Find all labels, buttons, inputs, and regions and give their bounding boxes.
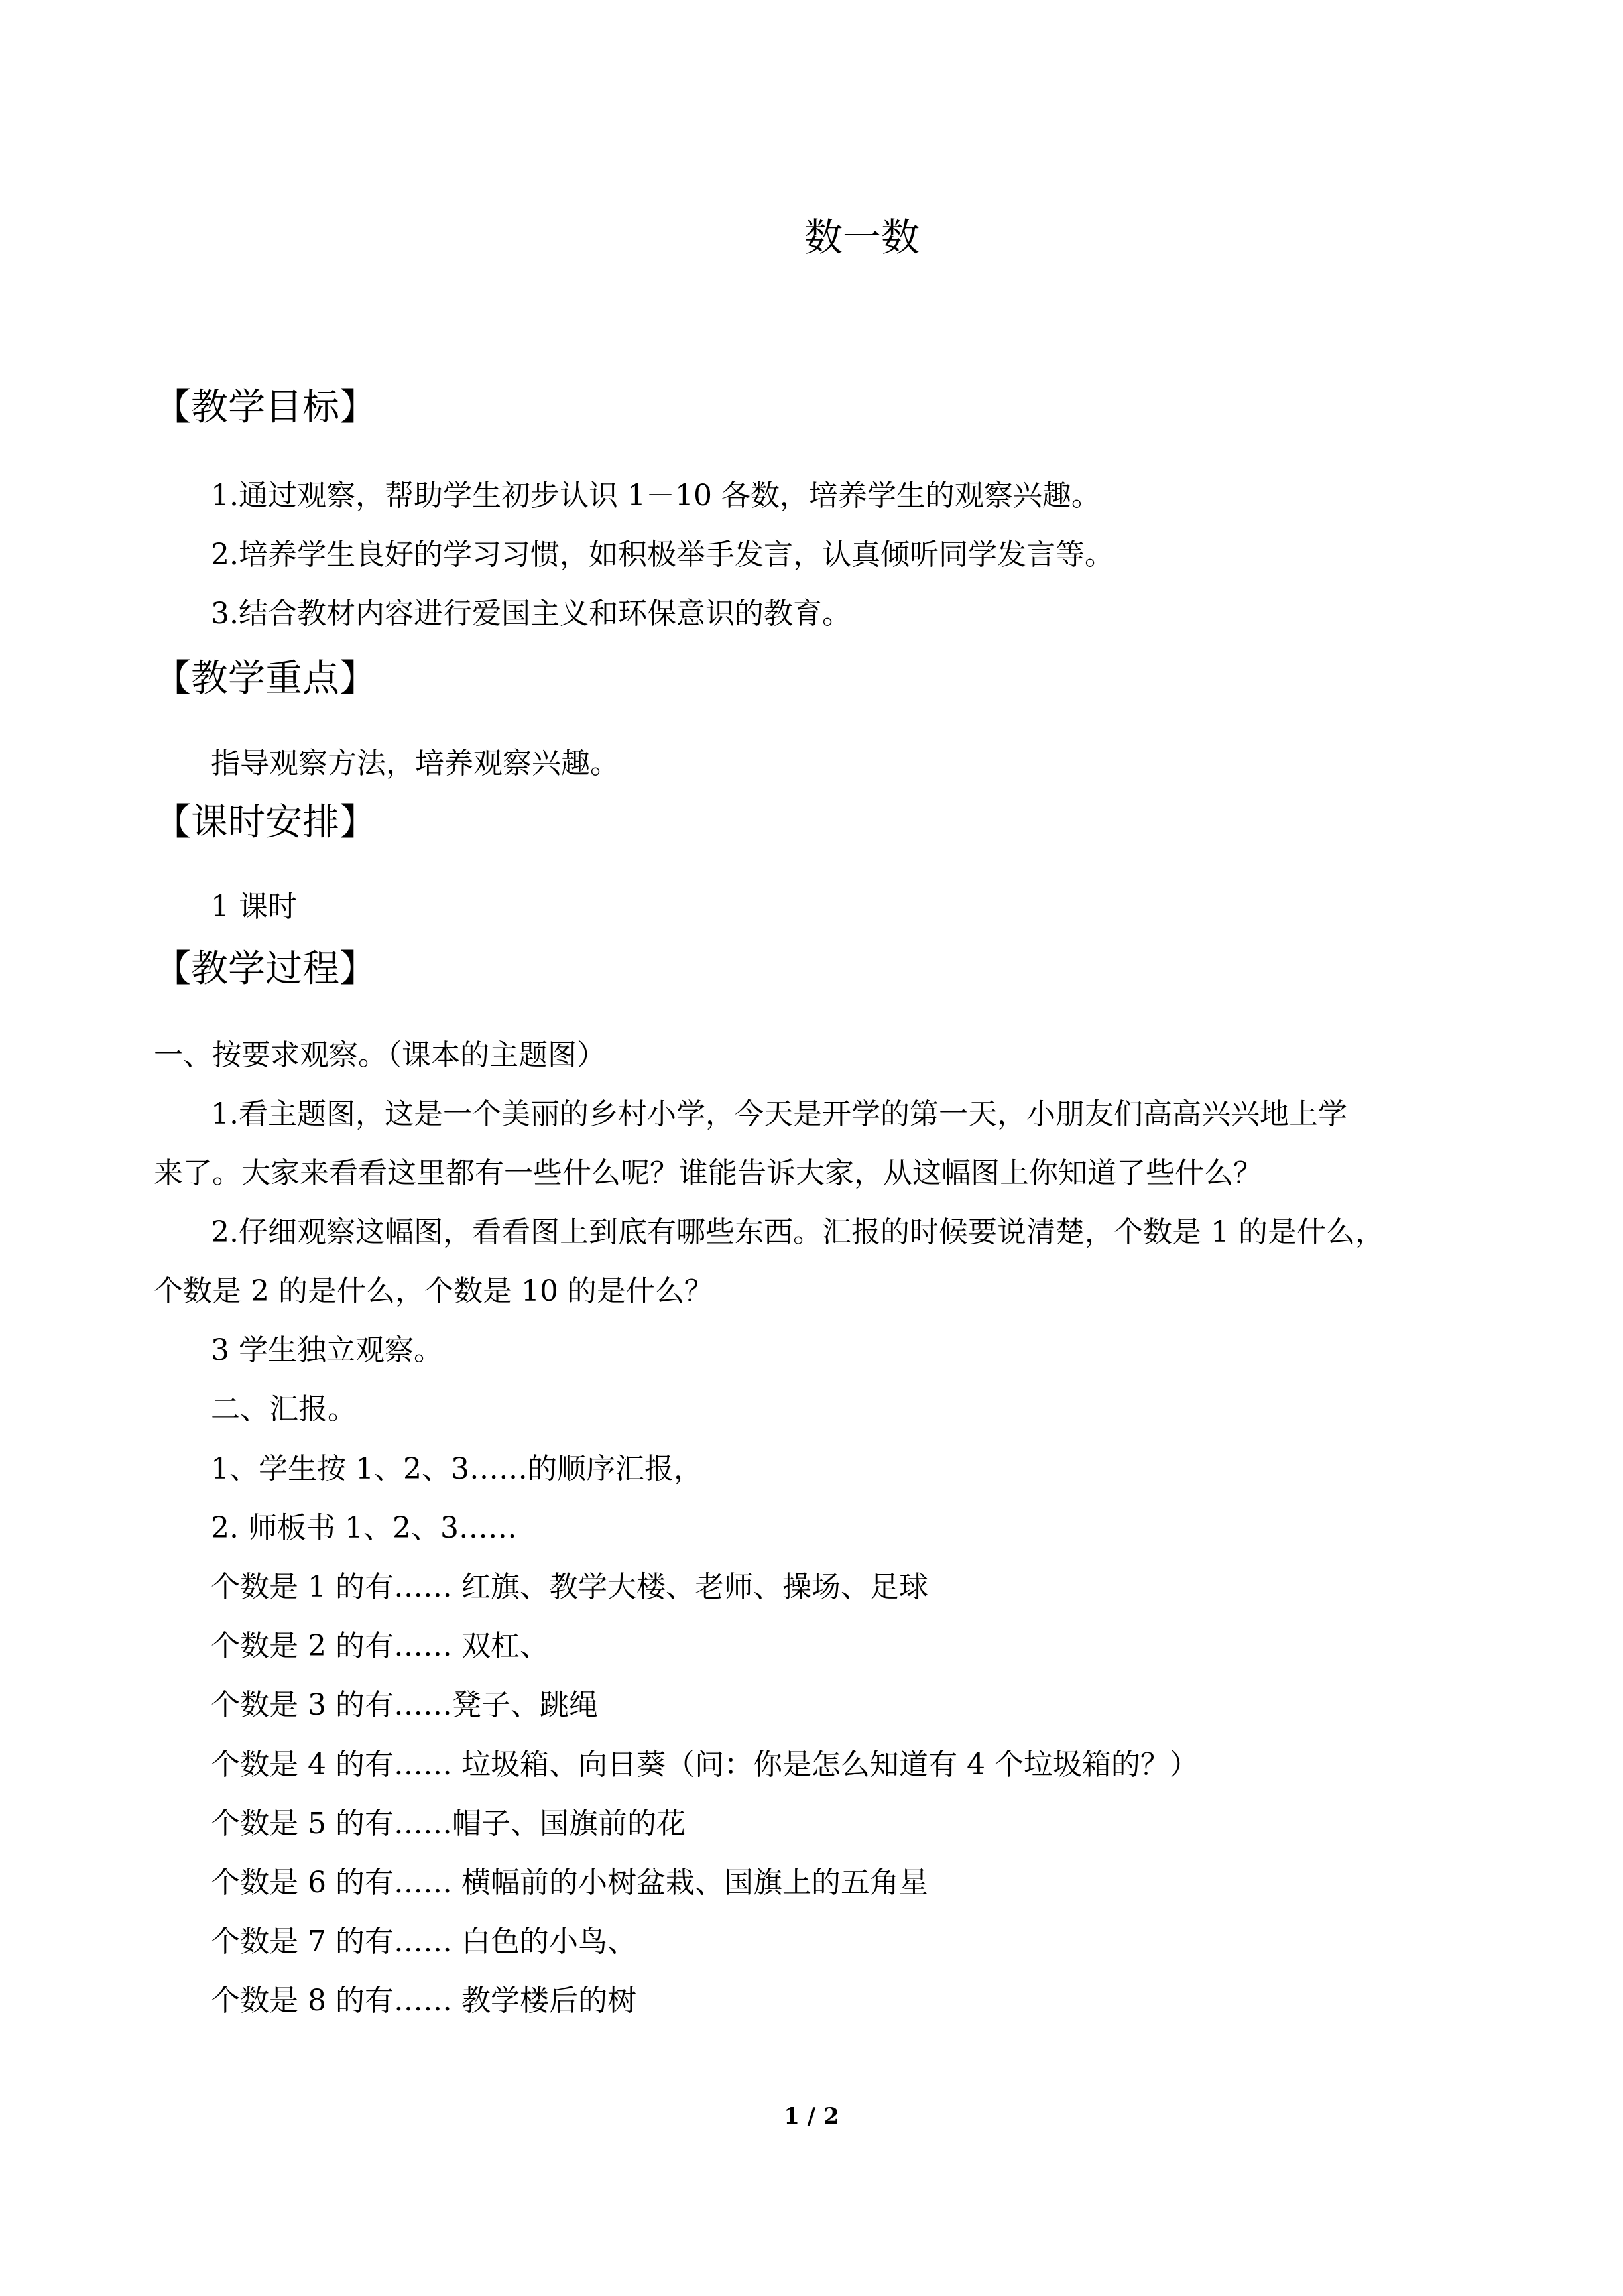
count-line: 个数是 5 的有……帽子、国旗前的花	[211, 1807, 686, 1841]
key-points-text: 指导观察方法，培养观察兴趣。	[211, 747, 619, 780]
process-report1: 1、学生按 1、2、3……的顺序汇报，	[211, 1452, 703, 1486]
section-heading-process: 【教学过程】	[154, 947, 377, 991]
section-heading-objectives: 【教学目标】	[154, 386, 377, 429]
process-step2-line2: 个数是 2 的是什么，个数是 10 的是什么？	[154, 1274, 713, 1308]
count-line: 个数是 2 的有…… 双杠、	[211, 1629, 549, 1663]
section-heading-key-points: 【教学重点】	[154, 657, 377, 700]
count-line: 个数是 7 的有…… 白色的小鸟、	[211, 1925, 636, 1959]
count-line: 个数是 3 的有……凳子、跳绳	[211, 1688, 598, 1722]
process-report2: 2. 师板书 1、2、3……	[211, 1511, 517, 1545]
page-title: 数一数	[804, 215, 920, 260]
process-step2-line1: 2.仔细观察这幅图，看看图上到底有哪些东西。汇报的时候要说清楚，个数是 1 的是什么，	[211, 1215, 1384, 1249]
process-part2-title: 二、汇报。	[211, 1392, 357, 1426]
objective-item-3: 3.结合教材内容进行爱国主义和环保意识的教育。	[211, 597, 851, 631]
schedule-text: 1 课时	[211, 890, 297, 924]
objective-item-1: 1.通过观察，帮助学生初步认识 1－10 各数，培养学生的观察兴趣。	[211, 479, 1101, 513]
objective-item-2: 2.培养学生良好的学习习惯，如积极举手发言，认真倾听同学发言等。	[211, 538, 1114, 572]
count-line: 个数是 4 的有…… 垃圾箱、向日葵（问：你是怎么知道有 4 个垃圾箱的？）	[211, 1748, 1199, 1782]
process-step1-line2: 来了。大家来看看这里都有一些什么呢？谁能告诉大家，从这幅图上你知道了些什么？	[154, 1156, 1262, 1190]
count-line: 个数是 6 的有…… 横幅前的小树盆栽、国旗上的五角星	[211, 1866, 928, 1900]
process-step3: 3 学生独立观察。	[211, 1333, 443, 1367]
section-heading-schedule: 【课时安排】	[154, 801, 377, 844]
page-number: 1 / 2	[784, 2103, 839, 2130]
count-line: 个数是 8 的有…… 教学楼后的树	[211, 1984, 636, 2018]
process-step1-line1: 1.看主题图，这是一个美丽的乡村小学，今天是开学的第一天，小朋友们高高兴兴地上学	[211, 1097, 1347, 1131]
process-part1-title: 一、按要求观察。（课本的主题图）	[154, 1038, 606, 1072]
count-line: 个数是 1 的有…… 红旗、教学大楼、老师、操场、足球	[211, 1570, 928, 1604]
